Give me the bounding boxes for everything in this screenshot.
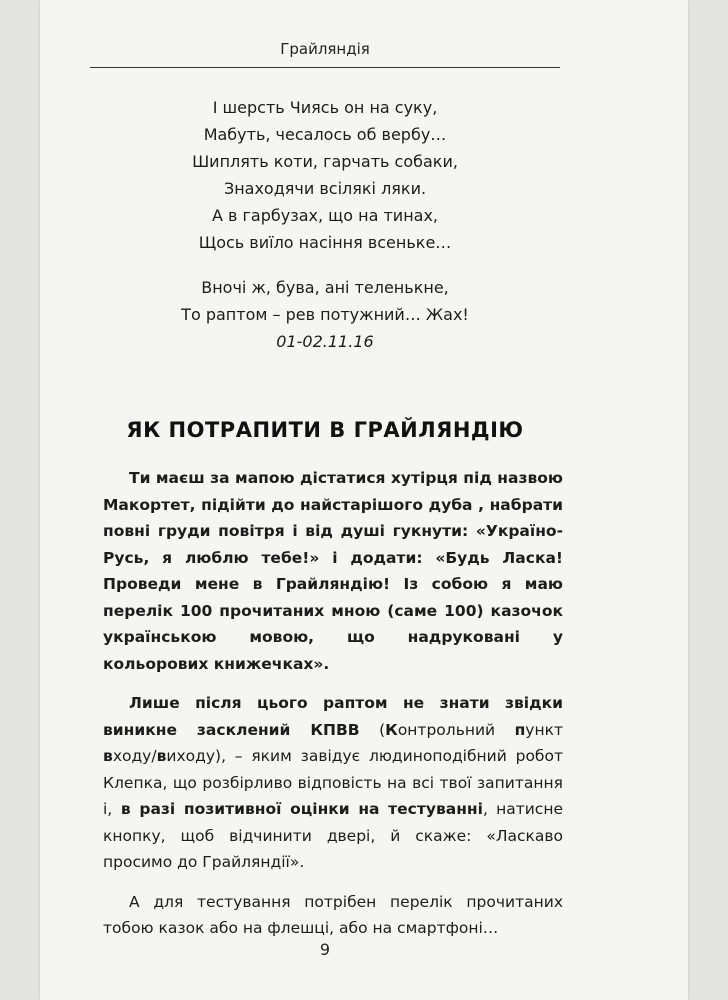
paragraph-2-text: , натисне кнопку, щоб відчинити двері, й скаже: «Ласкаво просимо до Грайляндії». — [103, 800, 564, 871]
poem-line: Мабуть, чесалось об вербу… — [203, 125, 447, 144]
paragraph-2-text: ходу/ — [112, 747, 157, 765]
paragraph-3: А для тестування потрібен перелік прочитаних тобою казок або на флешці, або на смартфоні… — [103, 892, 563, 937]
header-rule — [90, 67, 560, 68]
abbr-letter: в — [156, 747, 167, 765]
poem-line: То раптом – рев потужний… Жах! — [181, 305, 469, 324]
abbr-letter: К — [385, 720, 398, 739]
poem — [90, 94, 560, 355]
abbr-letter: п — [514, 720, 526, 739]
poem-line: А в гарбузах, що на тинах, — [211, 206, 439, 225]
poem-line: Щось виїло насіння всеньке… — [198, 233, 452, 252]
paragraph-2-text: иходу), – яким завідує людиноподібний робот Клепка, що розбірливо відповість на всі твої запитання і, — [103, 747, 563, 818]
paragraph-1 — [103, 465, 563, 677]
poem-line: І шерсть Чиясь он на суку, — [212, 98, 438, 117]
paragraph-2-bold-mid: в разі позитивної оцінки на тестуванні — [112, 800, 483, 818]
poem-line: Знаходячи всілякі ляки. — [223, 179, 427, 198]
body-text — [103, 465, 563, 955]
abbr-letter: в — [103, 747, 113, 765]
poem-line: Вночі ж, бува, ані теленькне, — [201, 278, 449, 297]
running-head: Грайляндія — [280, 40, 370, 58]
paragraph-1-text: Ти маєш за мапою дістатися хутірця під назвою Макортет, підійти до найстарішого дуба , набрати повні груди повітря і від душі гукнути: «Україно-Русь, я люблю тебе!» і додати: «Будь Ласка! Проведи мене в Грайляндію! Із собою я маю перелік 100 прочитаних мною (саме 100) казочок українською мовою, що надруковані у кольорових книжечках». — [103, 469, 563, 673]
poem-line: Шиплять коти, гарчать собаки, — [192, 152, 458, 171]
poem-date: 01-02.11.16 — [276, 332, 374, 351]
stanza-gap — [90, 256, 560, 274]
paragraph-2-text: онтрольний — [397, 720, 515, 739]
paragraph-2-bold-start: Лише після цього раптом не знати звідки виникне засклений КПВВ — [103, 694, 563, 739]
page-number: 9 — [319, 940, 331, 959]
paragraph-2-text: ункт — [525, 720, 563, 739]
paragraph-2-text: ( — [359, 720, 386, 739]
section-heading: ЯК ПОТРАПИТИ В ГРАЙЛЯНДІЮ — [126, 418, 524, 442]
paragraph-2 — [103, 690, 563, 876]
